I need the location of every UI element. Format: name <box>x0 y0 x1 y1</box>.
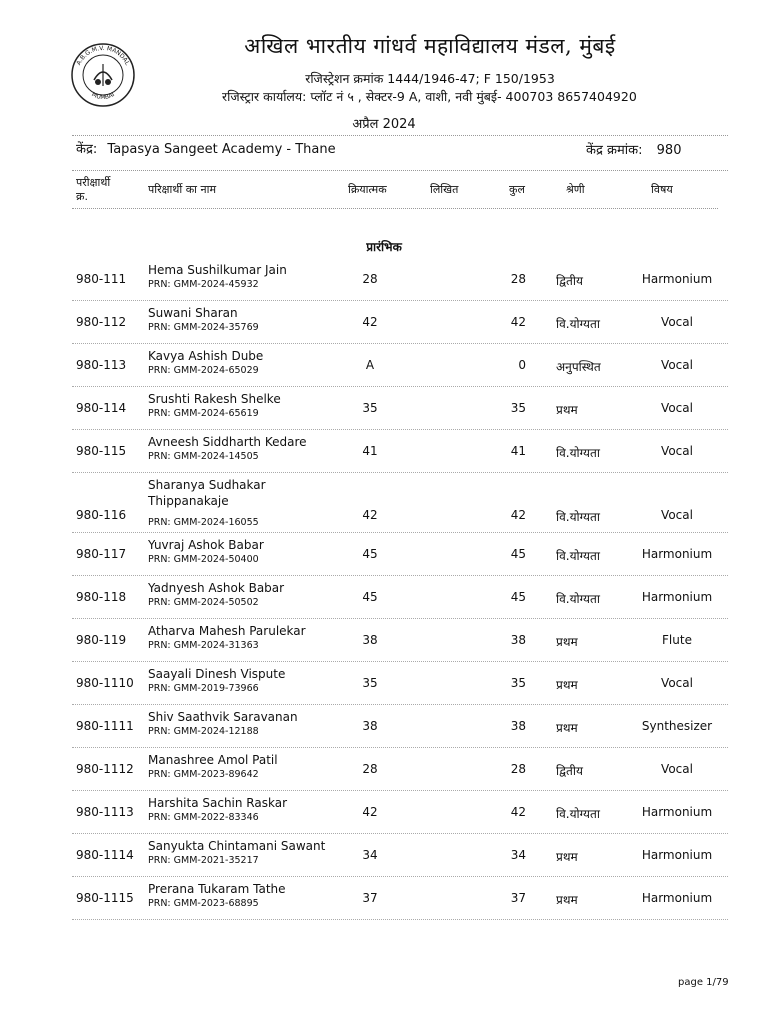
exam-session: अप्रैल 2024 <box>352 117 416 132</box>
row-divider <box>72 429 728 430</box>
grade: प्रथम <box>556 635 578 649</box>
student-prn: PRN: GMM-2024-65029 <box>148 365 259 376</box>
student-prn: PRN: GMM-2023-68895 <box>148 898 259 909</box>
center-name-line <box>76 139 336 157</box>
student-name: Atharva Mahesh Parulekar <box>148 624 306 638</box>
practical-marks: 45 <box>362 547 378 561</box>
row-divider <box>72 343 728 344</box>
subject: Synthesizer <box>641 719 713 733</box>
grade: वि.योग्यता <box>556 549 600 563</box>
total-marks: 35 <box>510 676 526 690</box>
roll-number: 980-1112 <box>76 762 134 776</box>
row-divider <box>72 300 728 301</box>
grade: प्रथम <box>556 721 578 735</box>
subject: Vocal <box>661 315 693 329</box>
student-prn: PRN: GMM-2022-83346 <box>148 812 259 823</box>
row-divider <box>72 833 728 834</box>
column-header-grade: श्रेणी <box>566 183 585 196</box>
student-name: Manashree Amol Patil <box>148 753 278 767</box>
row-divider <box>72 919 728 920</box>
svg-text:MUMBAI <box>90 91 116 101</box>
practical-marks: 41 <box>362 444 378 458</box>
student-name: Harshita Sachin Raskar <box>148 796 288 810</box>
student-prn: PRN: GMM-2024-31363 <box>148 640 259 651</box>
student-prn: PRN: GMM-2023-89642 <box>148 769 259 780</box>
subject: Harmonium <box>641 805 713 819</box>
practical-marks: 35 <box>362 401 378 415</box>
student-prn: PRN: GMM-2024-12188 <box>148 726 259 737</box>
center-name: Tapasya Sangeet Academy - Thane <box>107 142 336 157</box>
grade: अनुपस्थित <box>556 360 601 374</box>
table-row <box>0 305 768 348</box>
row-divider <box>72 386 728 387</box>
student-prn: PRN: GMM-2019-73966 <box>148 683 259 694</box>
total-marks: 42 <box>510 315 526 329</box>
table-row <box>0 623 768 666</box>
roll-number: 980-113 <box>76 358 127 372</box>
seal-text-bottom: MUMBAI <box>90 91 116 102</box>
subject: Harmonium <box>641 272 713 286</box>
table-row <box>0 477 768 537</box>
page-number: page 1/79 <box>678 977 729 988</box>
center-label: केंद्र: <box>76 142 98 157</box>
student-prn: PRN: GMM-2024-45932 <box>148 279 259 290</box>
practical-marks: 28 <box>362 272 378 286</box>
page-title: अखिल भारतीय गांधर्व महाविद्यालय मंडल, मुंबई <box>244 34 616 58</box>
grade: वि.योग्यता <box>556 446 600 460</box>
student-name: Srushti Rakesh Shelke <box>148 392 281 406</box>
row-divider <box>72 747 728 748</box>
grade: वि.योग्यता <box>556 807 600 821</box>
practical-marks: 45 <box>362 590 378 604</box>
roll-number: 980-111 <box>76 272 127 286</box>
student-name: Shiv Saathvik Saravanan <box>148 710 298 724</box>
total-marks: 41 <box>510 444 526 458</box>
table-row <box>0 262 768 305</box>
table-row <box>0 391 768 434</box>
student-prn: PRN: GMM-2024-14505 <box>148 451 259 462</box>
total-marks: 28 <box>510 272 526 286</box>
student-prn: PRN: GMM-2024-65619 <box>148 408 259 419</box>
subject: Vocal <box>661 401 693 415</box>
student-name: Sanyukta Chintamani Sawant <box>148 839 326 853</box>
divider <box>72 170 728 171</box>
student-name: Saayali Dinesh Vispute <box>148 667 286 681</box>
practical-marks: 37 <box>362 891 378 905</box>
practical-marks: 35 <box>362 676 378 690</box>
student-prn: PRN: GMM-2021-35217 <box>148 855 259 866</box>
total-marks: 42 <box>510 508 526 522</box>
column-header-total: कुल <box>509 183 525 196</box>
center-code-label: केंद्र क्रमांक: <box>586 143 643 158</box>
seal-text-top: A.B.G.M.V. MANDAL <box>75 44 131 67</box>
table-row <box>0 666 768 709</box>
column-header-subject: विषय <box>651 183 673 196</box>
divider <box>72 208 718 209</box>
registrar-address: रजिस्ट्रार कार्यालय: प्लॉट नं ५ , सेक्टर-9 A, वाशी, नवी मुंबई- 400703 8657404920 <box>222 89 637 104</box>
divider <box>72 135 728 136</box>
practical-marks: 34 <box>362 848 378 862</box>
row-divider <box>72 661 728 662</box>
practical-marks: 28 <box>362 762 378 776</box>
institution-seal <box>70 42 136 108</box>
table-row <box>0 537 768 580</box>
table-row <box>0 434 768 477</box>
student-name: Prerana Tukaram Tathe <box>148 882 286 896</box>
student-name: Kavya Ashish Dube <box>148 349 264 363</box>
student-name: Avneesh Siddharth Kedare <box>148 435 307 449</box>
practical-marks: 42 <box>362 805 378 819</box>
roll-number: 980-1111 <box>76 719 134 733</box>
roll-number: 980-114 <box>76 401 127 415</box>
practical-marks: 38 <box>362 719 378 733</box>
total-marks: 35 <box>510 401 526 415</box>
registration-number: रजिस्ट्रेशन क्रमांक 1444/1946-47; F 150/1953 <box>305 71 555 86</box>
column-header-written: लिखित <box>430 183 459 196</box>
total-marks: 45 <box>510 547 526 561</box>
student-prn: PRN: GMM-2024-50502 <box>148 597 259 608</box>
roll-number: 980-117 <box>76 547 127 561</box>
subject: Harmonium <box>641 848 713 862</box>
student-name: Suwani Sharan <box>148 306 238 320</box>
subject: Flute <box>662 633 692 647</box>
grade: प्रथम <box>556 850 578 864</box>
roll-number: 980-118 <box>76 590 127 604</box>
column-header-name: परिक्षार्थी का नाम <box>148 183 217 196</box>
grade: प्रथम <box>556 403 578 417</box>
total-marks: 38 <box>510 633 526 647</box>
subject: Vocal <box>661 676 693 690</box>
student-name: Yadnyesh Ashok Babar <box>148 581 285 595</box>
student-name: Yuvraj Ashok Babar <box>148 538 264 552</box>
row-divider <box>72 704 728 705</box>
grade: वि.योग्यता <box>556 510 600 524</box>
grade: वि.योग्यता <box>556 317 600 331</box>
grade: द्वितीय <box>556 764 583 778</box>
total-marks: 38 <box>510 719 526 733</box>
center-code-line <box>586 140 681 158</box>
row-divider <box>72 876 728 877</box>
student-prn: PRN: GMM-2024-16055 <box>148 517 259 528</box>
table-row <box>0 838 768 881</box>
subject: Harmonium <box>641 891 713 905</box>
subject: Harmonium <box>641 590 713 604</box>
grade: प्रथम <box>556 893 578 907</box>
student-prn: PRN: GMM-2024-35769 <box>148 322 259 333</box>
practical-marks: 42 <box>362 315 378 329</box>
column-header-practical: क्रियात्मक <box>348 183 387 196</box>
practical-marks: 42 <box>362 508 378 522</box>
practical-marks: 38 <box>362 633 378 647</box>
roll-number: 980-1110 <box>76 676 134 690</box>
section-title: प्रारंभिक <box>366 240 402 254</box>
table-row <box>0 348 768 391</box>
table-row <box>0 580 768 623</box>
student-name: Sharanya Sudhakar Thippanakaje <box>148 478 266 508</box>
table-row <box>0 752 768 795</box>
student-name: Hema Sushilkumar Jain <box>148 263 287 277</box>
table-row <box>0 795 768 838</box>
subject: Vocal <box>661 358 693 372</box>
student-prn: PRN: GMM-2024-50400 <box>148 554 259 565</box>
total-marks: 28 <box>510 762 526 776</box>
total-marks: 0 <box>518 358 526 372</box>
row-divider <box>72 790 728 791</box>
roll-number: 980-1115 <box>76 891 134 905</box>
total-marks: 45 <box>510 590 526 604</box>
column-header-roll: परीक्षार्थी क्र. <box>76 176 111 203</box>
center-code: 980 <box>656 143 682 158</box>
roll-number: 980-116 <box>76 508 127 522</box>
total-marks: 37 <box>510 891 526 905</box>
subject: Vocal <box>661 508 693 522</box>
row-divider <box>72 575 728 576</box>
roll-number: 980-119 <box>76 633 127 647</box>
roll-number: 980-112 <box>76 315 127 329</box>
row-divider <box>72 618 728 619</box>
grade: प्रथम <box>556 678 578 692</box>
subject: Harmonium <box>641 547 713 561</box>
table-row <box>0 881 768 924</box>
subject: Vocal <box>661 444 693 458</box>
row-divider <box>72 532 728 533</box>
row-divider <box>72 472 728 473</box>
total-marks: 34 <box>510 848 526 862</box>
grade: वि.योग्यता <box>556 592 600 606</box>
roll-number: 980-115 <box>76 444 127 458</box>
practical-marks: A <box>365 358 375 372</box>
total-marks: 42 <box>510 805 526 819</box>
subject: Vocal <box>661 762 693 776</box>
table-row <box>0 709 768 752</box>
roll-number: 980-1114 <box>76 848 134 862</box>
svg-text:A.B.G.M.V. MANDAL <box>75 45 131 67</box>
grade: द्वितीय <box>556 274 583 288</box>
roll-number: 980-1113 <box>76 805 134 819</box>
